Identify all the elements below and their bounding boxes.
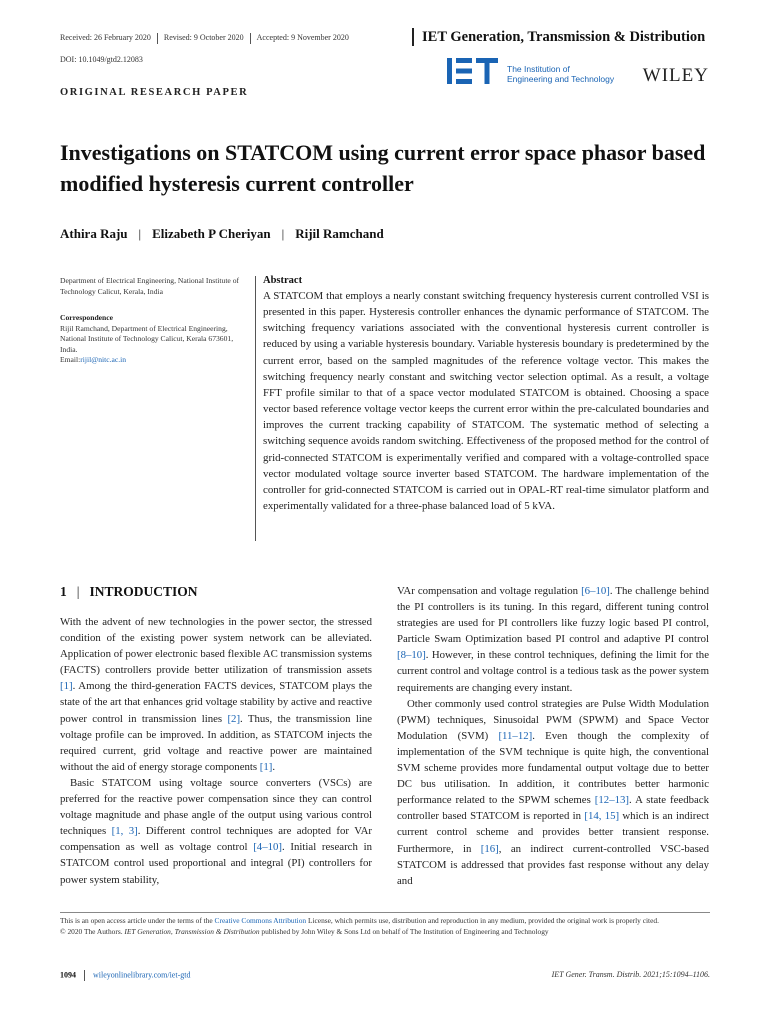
email-line: Email:rijil@nitc.ac.in	[60, 355, 127, 364]
divider	[84, 970, 85, 981]
iet-logo-icon	[447, 56, 503, 86]
wiley-logo[interactable]: WILEY	[642, 65, 709, 86]
iet-logo[interactable]	[447, 56, 503, 86]
email-link[interactable]: rijil@nitc.ac.in	[80, 355, 127, 364]
divider	[250, 33, 251, 44]
body-column-right	[397, 583, 709, 889]
license-footnote	[60, 915, 710, 937]
author-name[interactable]: Rijil Ramchand	[295, 226, 384, 241]
correspondence: Rijil Ramchand, Department of Electrical Engineering, National Institute of Technology Calicut, Kerala 673601, India.	[60, 323, 234, 354]
license-text: This is an open access article under the terms of the Creative Commons Attribution License, which permits use, distribution and reproduction in any medium, provided the original work is properly cited.	[60, 916, 659, 925]
journal-url-link[interactable]: wileyonlinelibrary.com/iet-gtd	[93, 970, 191, 980]
citation-link[interactable]: [2]	[227, 712, 241, 725]
citation: IET Gener. Transm. Distrib. 2021;15:1094–1106.	[551, 970, 710, 979]
footnote-divider	[60, 912, 710, 913]
body-column-left	[60, 614, 372, 888]
citation-link[interactable]: [16]	[480, 842, 499, 855]
citation-link[interactable]: [11–12]	[498, 729, 533, 742]
citation-link[interactable]: [12–13]	[594, 794, 629, 807]
page-footer	[60, 970, 710, 981]
affiliation-block	[60, 276, 240, 366]
received-date: Received: 26 February 2020	[60, 33, 151, 43]
paragraph: Basic STATCOM using voltage source converters (VSCs) are preferred for the reactive power compensation since they can control voltage magnitude and phase angle of the output using various control techniques [1, 3]. Different control techniques are adopted for VAr compensation as well as voltage control [4–10]. Initial research in STATCOM control used proportional and integral (PI) controllers for power system stability,	[60, 776, 372, 886]
abstract-heading: Abstract	[263, 275, 303, 286]
author-name[interactable]: Athira Raju	[60, 226, 128, 241]
citation-link[interactable]: [8–10]	[397, 649, 426, 662]
article-title: Investigations on STATCOM using current error space phasor based modified hysteresis current controller	[60, 140, 706, 196]
section-title: INTRODUCTION	[89, 584, 198, 599]
journal-name: IET Generation, Transmission & Distribution	[422, 29, 706, 45]
citation-link[interactable]: [14, 15]	[584, 810, 620, 823]
copyright-text: © 2020 The Authors. IET Generation, Transmission & Distribution published by John Wiley & Sons Ltd on behalf of The Institution of Engineering and Technology	[60, 927, 549, 936]
section-number: 1	[60, 584, 67, 599]
doi-link[interactable]: DOI: 10.1049/gtd2.12083	[60, 55, 143, 64]
revised-date: Revised: 9 October 2020	[163, 33, 244, 43]
author-name[interactable]: Elizabeth P Cheriyan	[152, 226, 271, 241]
affiliation: Department of Electrical Engineering, National Institute of Technology Calicut, Kerala, India	[60, 276, 240, 296]
citation-link[interactable]: [1]	[60, 680, 73, 693]
paragraph: With the advent of new technologies in the power sector, the stressed condition of the existing power system network can be alleviated. Application of power electronic based flexible AC transmission systems (FACTS) controllers provide better utilization of transmission assets [1]. Among the third-generation FACTS devices, STATCOM plays the state of the art that enhances grid voltage stability by active and reactive power control in transmission lines [2]. Thus, the transmission line voltage profile can be improved. In addition, as STATCOM injects the required current, grid voltage and reactive power are maintained without the aid of energy storage components [1].	[60, 616, 373, 773]
citation-link[interactable]: [6–10]	[581, 585, 610, 597]
citation-link[interactable]: [1, 3]	[111, 825, 138, 838]
author-list: Athira Raju | Elizabeth P Cheriyan | Rijil Ramchand	[60, 226, 384, 241]
iet-logo-text: The Institution of Engineering and Technology	[507, 64, 615, 84]
paragraph: Other commonly used control strategies are Pulse Width Modulation (PWM) techniques, Sinusoidal PWM (SPWM) and Space Vector Modulation (SVM) [11–12]. Even though the complexity of implementation of the SVM technique is quite high, the conventional SVM scheme provides more fundamental output voltage due to better DC bus utilisation. In addition, it contributes better harmonic performance related to the SPWM schemes [12–13]. A state feedback controller based STATCOM is reported in [14, 15] which is an indirect current control scheme and provides better transient response. Furthermore, in [16], an indirect current-controlled VSC-based STATCOM is addressed that provides fast response without any delay and	[397, 697, 709, 887]
correspondence-heading: Correspondence	[60, 313, 114, 322]
abstract-text: A STATCOM that employs a nearly constant switching frequency hysteresis current controlled VSI is presented in this paper. Hysteresis controller enhances the dynamic performance of STATCOM. The switching frequency variations associated with the conventional hysteresis current controller is reduced by using a variable hysteresis boundary. Variable hysteresis boundary is predetermined by the current error, based on the sampled magnitudes of the reference voltage vector. This makes the switching frequency nearly constant and switching vector selection optimal. As a result, a voltage FFT profile similar to that of a space vector modulated STATCOM is obtained. Choosing a space vector based reference voltage vector keeps the current error within the pre-calculated boundaries and improves the current tracking capability of STATCOM. The systematic method of selecting a switching sequence avoids random switching. Effectiveness of the proposed method for the control of grid-connected STATCOM is experimentally verified and compared with a voltage-controlled space vector modulated voltage source inverter based STATCOM. The hardware implementation of the controller for grid-connected STATCOM is carried out in OPAL-RT real-time simulator platform and experimentally validated for a three-phase balanced load of 5 kVA.	[263, 290, 709, 513]
page-number: 1094	[60, 970, 76, 980]
accepted-date: Accepted: 9 November 2020	[256, 33, 349, 43]
article-dates	[60, 33, 349, 44]
license-link[interactable]: Creative Commons Attribution	[214, 916, 307, 925]
journal-divider	[412, 28, 414, 46]
citation-link[interactable]: [1]	[259, 760, 273, 773]
paragraph: VAr compensation and voltage regulation [6–10]. The challenge behind the PI controllers is its tuning. In this regard, different tuning control strategies are used for PI controllers like fuzzy logic based PI control, Particle Swam Optimization based PI control and adaptive PI control [8–10]. However, in these control techniques, defining the limit for the current control and voltage control is a tedious task as the power system requirements are changing every instant.	[397, 585, 710, 694]
abstract	[263, 275, 709, 514]
citation-link[interactable]: [4–10]	[253, 841, 282, 854]
abstract-divider	[255, 276, 256, 541]
article-type: ORIGINAL RESEARCH PAPER	[60, 87, 249, 98]
section-heading: 1 | INTRODUCTION	[60, 584, 198, 599]
divider	[157, 33, 158, 44]
publisher-logos	[447, 56, 709, 86]
